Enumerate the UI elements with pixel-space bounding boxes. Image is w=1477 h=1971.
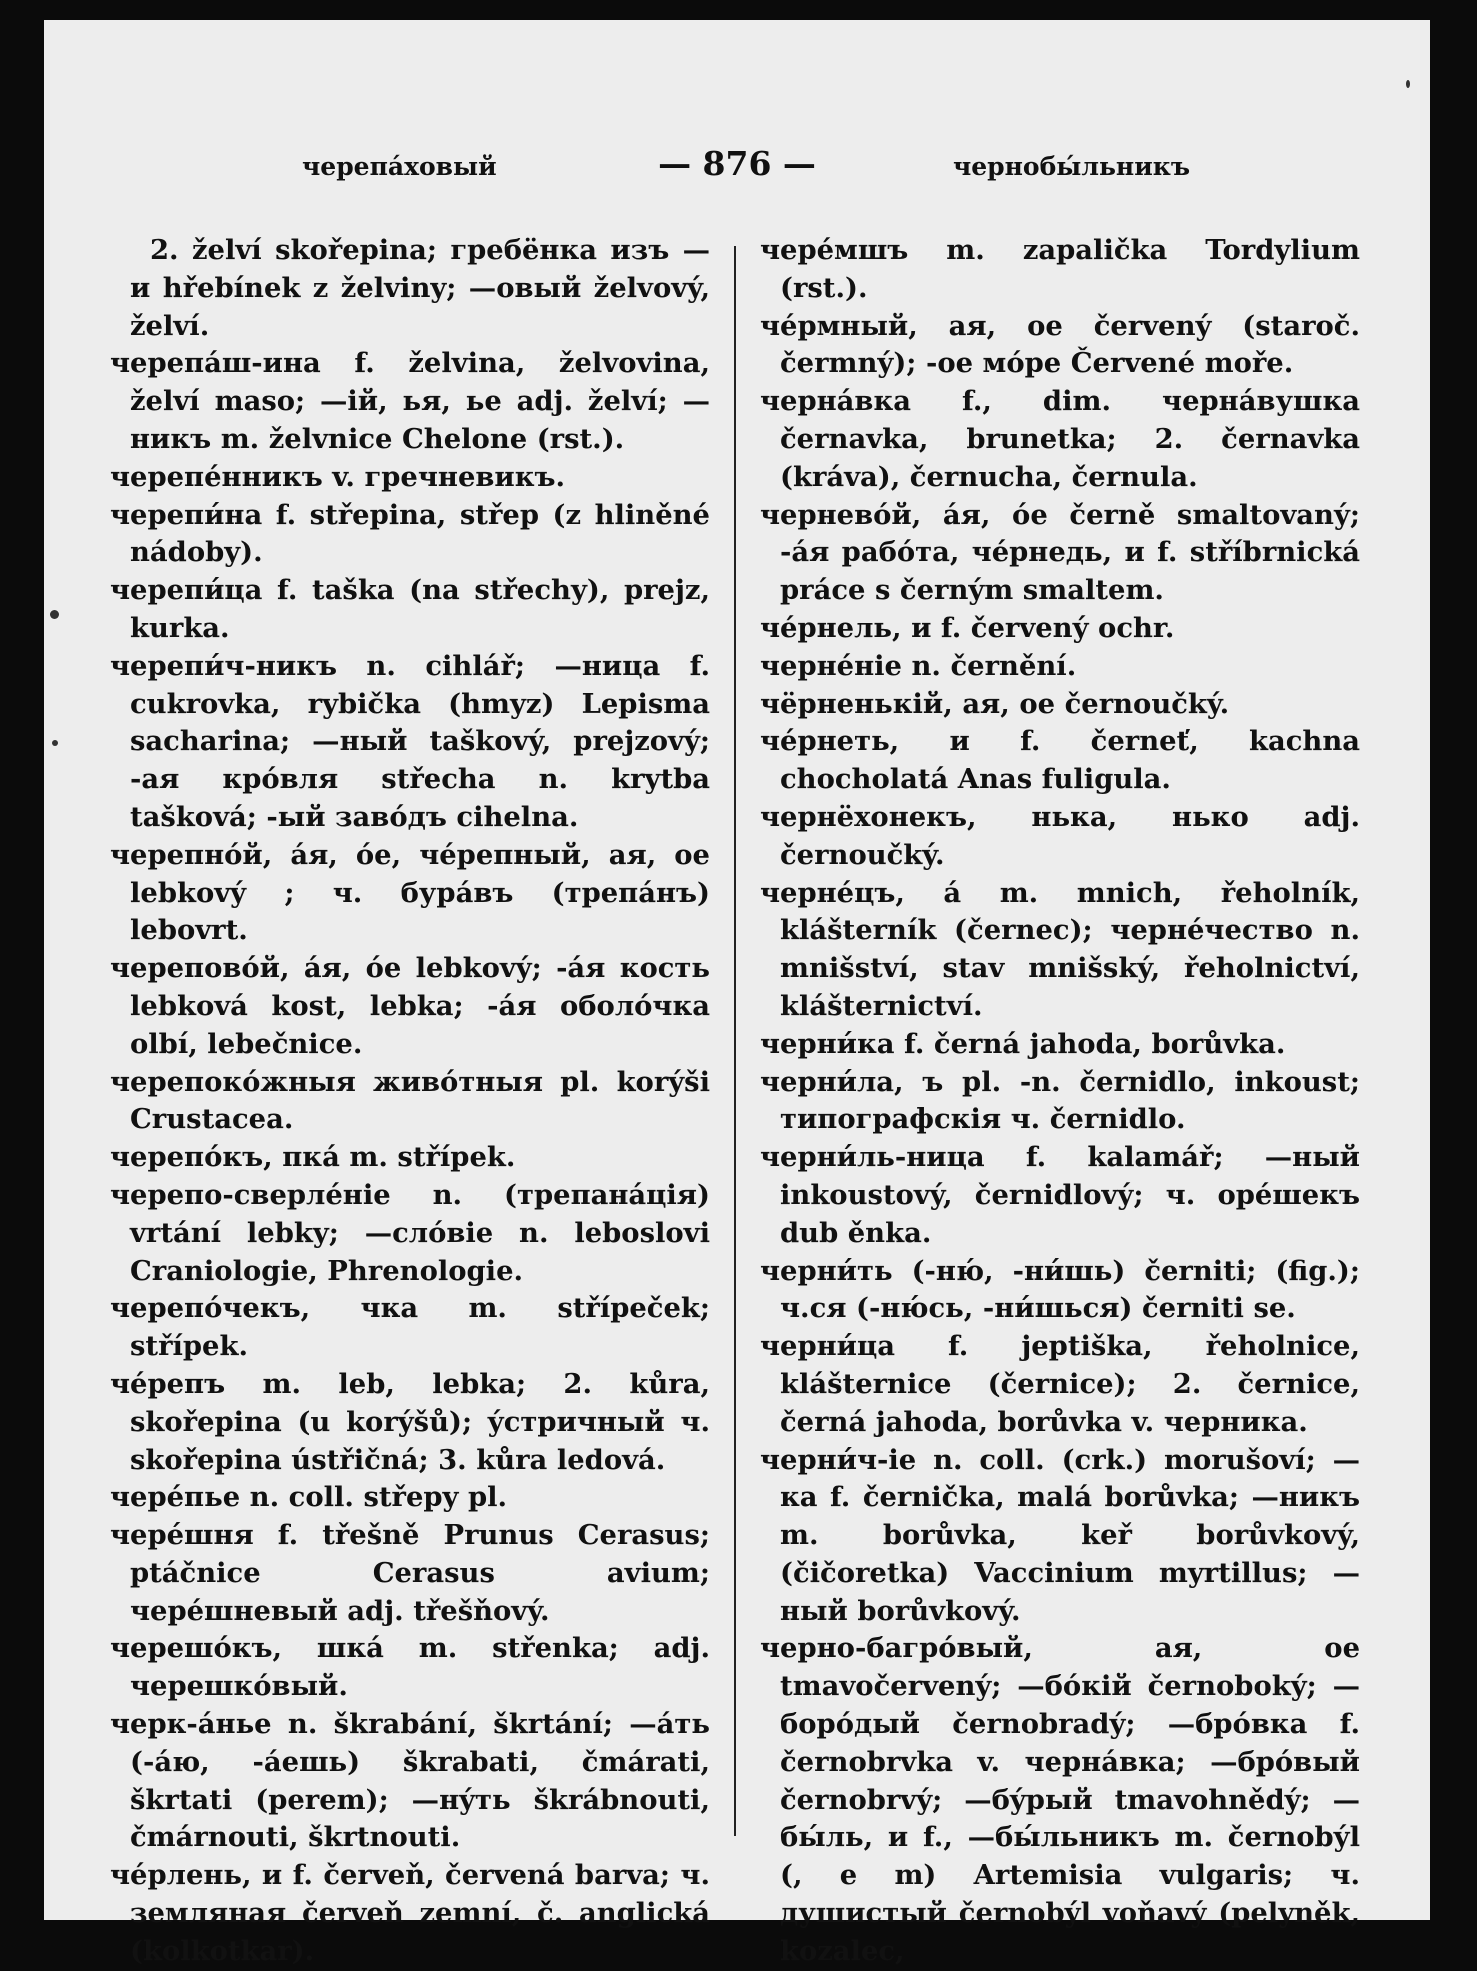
dictionary-entry: черепи́ч-никъ n. cihlář; —ница f. cukrovka, rybička (hmyz) Lepisma sacharina; —ный taškový, prejzový; -ая крóвля střecha n. krytba tašková; -ый завóдъ cihelna. — [110, 649, 710, 833]
dictionary-entry: черешóкъ, шкá m. střenka; adj. черешкóвый. — [110, 1632, 710, 1703]
dictionary-entry: чéрлень, и f. červeň, červená barva; ч. земляная červeň zemní, č. anglická (kolkotkar). — [110, 1859, 710, 1967]
dictionary-entry: череповóй, áя, óе lebkový; -áя кость lebková kost, lebka; -áя оболóчка olbí, lebečnice. — [110, 952, 710, 1060]
print-speck — [1406, 80, 1410, 88]
column-divider — [734, 246, 736, 1836]
page-header — [134, 142, 1340, 192]
dictionary-entry: черни́ла, ъ pl. -n. černidlo, inkoust; типографскія ч. černidlo. — [760, 1065, 1360, 1136]
print-speck — [52, 740, 58, 746]
header-right-guide-word: чернобы́льникъ — [952, 152, 1190, 181]
dictionary-entry: чёрненькій, ая, ое černoučký. — [760, 687, 1230, 720]
dictionary-entry: черепнóй, áя, óе, чéрепный, ая, ое lebkový ; ч. бурáвъ (трепáнъ) lebovrt. — [110, 838, 710, 947]
dictionary-entry: черни́ка f. černá jahoda, borůvka. — [760, 1027, 1286, 1060]
dictionary-entry: чернéніе n. černění. — [760, 649, 1077, 682]
dictionary-entry: чернéцъ, á m. mnich, řeholník, klášterník (černec); чернéчество n. mnišství, stav mnišský, řeholnictví, klášternictví. — [760, 876, 1360, 1022]
left-column — [110, 232, 710, 1971]
dictionary-entry: черепо-сверлéніе n. (трепанáція) vrtání lebky; —слóвіе n. leboslovi Craniologie, Phrenologie. — [110, 1178, 710, 1287]
dictionary-entry: черéмшъ m. zapalička Tordylium (rst.). — [760, 234, 1360, 304]
dictionary-entry: черепокóжныя живóтныя pl. korýši Crustacea. — [110, 1065, 710, 1136]
dictionary-entry: черéпье n. coll. střepy pl. — [110, 1481, 508, 1514]
dictionary-entry: черни́ч-іе n. coll. (crk.) morušoví; —ка f. černička, malá borůvka; —никъ m. borůvka, keř borůvkový, (čičoretka) Vaccinium myrtillus; —ный borůvkový. — [760, 1443, 1360, 1627]
dictionary-entry: чéрепъ m. leb, lebka; 2. kůra, skořepina (u korýšů); ýстричный ч. skořepina ústřičná; 3. kůra ledová. — [110, 1367, 710, 1476]
dictionary-entry: черепи́на f. střepina, střep (z hliněné nádoby). — [110, 498, 710, 569]
dictionary-entry: чéрнеть, и f. černeť, kachna chocholatá Anas fuligula. — [760, 725, 1360, 796]
dictionary-entry: черк-áнье n. škrabání, škrtání; —áть (-áю, -áешь) škrabati, čmárati, škrtati (perem); —нýть škrábnouti, čmárnouti, škrtnouti. — [110, 1708, 710, 1854]
right-column — [760, 232, 1360, 1971]
dictionary-entry: черепáш-ина f. želvina, želvovina, želví maso; —ій, ья, ье adj. želví; —никъ m. želvnice Chelone (rst.). — [110, 347, 710, 455]
dictionary-entry: черепи́ца f. taška (na střechy), prejz, kurka. — [110, 574, 710, 644]
dictionary-entry: чернёхонекъ, нька, нько adj. černoučký. — [760, 800, 1360, 871]
dictionary-entry: черепóчекъ, чка m. střípeček; střípek. — [110, 1292, 710, 1363]
dictionary-entry: черепéнникъ v. гречневикъ. — [110, 460, 566, 493]
header-left-guide-word: черепáховый — [302, 152, 497, 181]
dictionary-entry: чéрмный, ая, ое červený (staroč. čermný); -ое мóре Červené moře. — [760, 309, 1360, 380]
dictionary-entry: черни́ца f. jeptiška, řeholnice, klášternice (černice); 2. černice, černá jahoda, borůvka v. черника. — [760, 1330, 1360, 1438]
dictionary-entry: чéрнель, и f. červený ochr. — [760, 611, 1175, 644]
dictionary-page — [44, 20, 1430, 1967]
page-number: — 876 — — [658, 144, 816, 183]
dictionary-entry: черни́ль-ница f. kalamář; —ный inkoustový, černidlový; ч. орéшекъ dub ěnka. — [760, 1141, 1360, 1249]
dictionary-entry: 2. želví skořepina; гребёнка изъ —и hřebínek z želviny; —овый želvový, želví. — [130, 234, 710, 342]
print-speck — [50, 610, 59, 619]
dictionary-entry: черни́ть (-ню́, -ни́шь) černiti; (fig.); ч.ся (-ню́сь, -ни́шься) černiti se. — [760, 1254, 1360, 1325]
dictionary-entry: черневóй, áя, óе černě smaltovaný; -áя рабóта, чéрнедь, и f. stříbrnická práce s černým smaltem. — [760, 498, 1360, 607]
dictionary-entry: чере́шня f. třešně Prunus Cerasus; ptáčnice Cerasus avium; черéшневый adj. třešňový. — [110, 1519, 710, 1627]
dictionary-entry: чернáвка f., dim. чернáвушка černavka, brunetka; 2. černavka (kráva), černucha, černula. — [760, 385, 1360, 493]
dictionary-entry: черепóкъ, пкá m. střípek. — [110, 1141, 516, 1174]
dictionary-entry: черно-багрóвый, ая, ое tmavočervený; —бóкій černoboký; —борóдый černobradý; —брóвка f. černobrvka v. чернáвка; —брóвый černobrvý; —бýрый tmavohnědý; —бы́ль, и f., —бы́льникъ m. černobýl (, e m) Artemisia vulgaris; ч. душистый černobýl voňavý (pelyněk, kozalec, — [760, 1632, 1360, 1967]
